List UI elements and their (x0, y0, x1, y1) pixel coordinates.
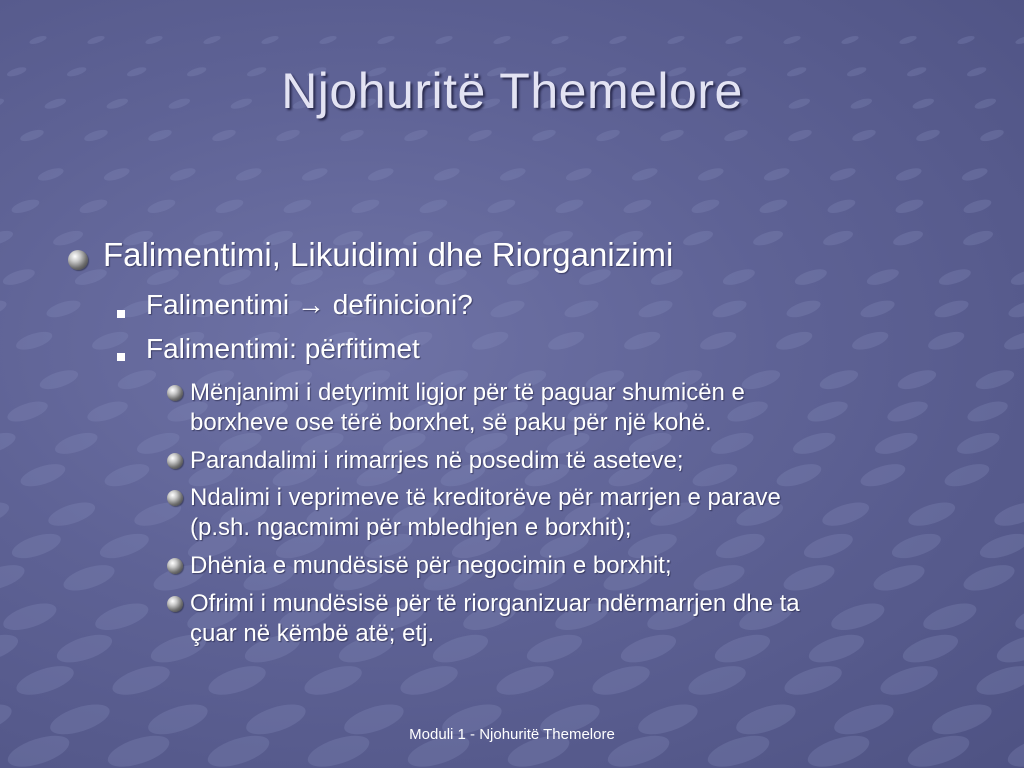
background-dot (721, 266, 757, 288)
background-dot (418, 197, 449, 216)
background-dot (235, 166, 263, 183)
background-dot (92, 598, 151, 635)
background-dot (551, 34, 570, 45)
background-dot (90, 328, 130, 353)
background-dot (565, 166, 593, 183)
background-dot (78, 197, 109, 216)
background-dot (46, 498, 98, 531)
background-dot (851, 128, 877, 144)
background-dot (531, 128, 557, 144)
subitem-5-line1: Ofrimi i mundësisë për të riorganizuar ndërmarrjen dhe ta (190, 590, 800, 617)
square-bullet-icon (117, 353, 125, 361)
background-dot (38, 366, 81, 393)
sphere-bullet-icon (167, 558, 183, 574)
background-dot (711, 297, 749, 321)
background-dot (10, 197, 41, 216)
background-dot (637, 297, 675, 321)
background-dot (61, 560, 118, 596)
background-dot (894, 197, 925, 216)
background-dot (681, 228, 714, 248)
background-dot (467, 128, 493, 144)
background-dot (622, 328, 662, 353)
background-dot (0, 598, 59, 635)
background-dot (763, 166, 791, 183)
background-dot (977, 529, 1024, 563)
background-dot (53, 429, 100, 459)
background-dot (781, 660, 845, 700)
background-dot (85, 397, 130, 425)
background-dot (865, 266, 901, 288)
subitem-4 (190, 551, 930, 581)
background-dot (697, 166, 725, 183)
background-dot (631, 166, 659, 183)
background-dot (499, 166, 527, 183)
background-dot (859, 297, 897, 321)
background-dot (103, 166, 131, 183)
background-dot (690, 197, 721, 216)
background-dot (563, 297, 601, 321)
background-dot (116, 366, 159, 393)
sphere-bullet-icon (167, 490, 183, 506)
background-dot (973, 660, 1024, 700)
subitem-3 (190, 483, 930, 543)
background-dot (962, 197, 993, 216)
background-dot (0, 498, 12, 531)
background-dot (51, 228, 84, 248)
background-dot (758, 197, 789, 216)
background-dot (891, 228, 924, 248)
background-dot (785, 297, 823, 321)
background-dot (1002, 328, 1024, 353)
background-dot (0, 429, 18, 459)
background-dot (203, 34, 222, 45)
background-dot (211, 128, 237, 144)
background-dot (37, 166, 65, 183)
background-dot (109, 660, 173, 700)
background-dot (595, 128, 621, 144)
background-dot (589, 660, 653, 700)
subitem-2-line1: Parandalimi i rimarrjes në posedim të aseteve; (190, 447, 684, 474)
background-dot (147, 128, 173, 144)
square-bullet-icon (117, 310, 125, 318)
background-dot (13, 660, 77, 700)
background-dot (961, 166, 989, 183)
background-dot (877, 660, 941, 700)
background-dot (470, 328, 510, 353)
subitem-1-line1: Mënjanimi i detyrimit ligjor për të paguar shumicën e (190, 379, 745, 406)
subitem-5-line2: çuar në këmbë atë; etj. (190, 620, 435, 647)
background-dot (793, 266, 829, 288)
background-dot (942, 460, 992, 491)
sphere-bullet-icon (167, 596, 183, 612)
background-dot (899, 34, 918, 45)
background-dot (933, 297, 971, 321)
main-bullet-heading: Falimentimi, Likuidimi dhe Riorganizimi (103, 236, 674, 273)
background-dot (0, 629, 21, 668)
bullet-item-benefits: Falimentimi: përfitimet (146, 333, 420, 364)
background-dot (29, 34, 48, 45)
background-dot (45, 297, 83, 321)
background-dot (787, 128, 813, 144)
background-dot (0, 560, 27, 596)
background-dot (102, 460, 152, 491)
background-dot (1012, 598, 1024, 635)
subitem-2 (190, 446, 930, 476)
background-dot (377, 34, 396, 45)
background-dot (339, 128, 365, 144)
subitem-3-line1: Ndalimi i veprimeve të kreditorëve për marrjen e parave (190, 484, 781, 511)
background-dot (214, 197, 245, 216)
background-dot (609, 34, 628, 45)
background-dot (1009, 266, 1024, 288)
background-dot (282, 197, 313, 216)
background-dot (486, 197, 517, 216)
background-dot (926, 328, 966, 353)
background-dot (957, 34, 976, 45)
background-dot (937, 266, 973, 288)
background-dot (725, 34, 744, 45)
subitem-1 (190, 378, 930, 438)
background-dot (97, 529, 152, 563)
background-dot (961, 228, 994, 248)
background-dot (1015, 34, 1024, 45)
background-dot (841, 34, 860, 45)
background-dot (955, 429, 1002, 459)
background-dot (965, 397, 1010, 425)
background-dot (622, 197, 653, 216)
background-dot (435, 34, 454, 45)
background-dot (87, 34, 106, 45)
background-dot (546, 328, 586, 353)
subitem-3-line2: (p.sh. ngacmimi për mbledhjen e borxhit); (190, 514, 632, 541)
background-dot (915, 128, 941, 144)
background-dot (145, 34, 164, 45)
background-dot (826, 197, 857, 216)
background-dot (992, 498, 1024, 531)
background-dot (14, 328, 54, 353)
background-dot (698, 328, 738, 353)
bullet-item-definition: Falimentimi → definicioni? (146, 289, 473, 320)
background-dot (850, 328, 890, 353)
sphere-bullet-icon (167, 453, 183, 469)
background-dot (1007, 297, 1024, 321)
background-dot (1, 266, 37, 288)
background-dot (83, 128, 109, 144)
background-dot (205, 660, 269, 700)
background-dot (994, 629, 1024, 668)
background-dot (0, 297, 8, 321)
background-dot (9, 529, 64, 563)
background-dot (659, 128, 685, 144)
background-dot (319, 34, 338, 45)
background-dot (54, 629, 116, 668)
background-dot (821, 228, 854, 248)
background-dot (774, 328, 814, 353)
background-dot (301, 166, 329, 183)
subitem-4-line1: Dhënia e mundësisë për negocimin e borxhit; (190, 552, 672, 579)
background-dot (974, 366, 1017, 393)
slide-footer: Moduli 1 - Njohuritë Themelore (409, 726, 615, 743)
background-dot (783, 34, 802, 45)
background-dot (275, 128, 301, 144)
background-dot (493, 660, 557, 700)
background-dot (350, 197, 381, 216)
subitem-5 (190, 589, 930, 649)
background-dot (489, 297, 527, 321)
background-dot (667, 34, 686, 45)
background-dot (493, 34, 512, 45)
background-dot (751, 228, 784, 248)
background-dot (5, 397, 50, 425)
background-dot (403, 128, 429, 144)
background-dot (979, 128, 1005, 144)
background-dot (961, 560, 1018, 596)
background-dot (829, 166, 857, 183)
sphere-bullet-icon (167, 385, 183, 401)
background-dot (169, 166, 197, 183)
background-dot (433, 166, 461, 183)
background-dot (301, 660, 365, 700)
background-dot (0, 366, 2, 393)
background-dot (397, 660, 461, 700)
background-dot (19, 128, 45, 144)
subitem-1-line2: borxheve ose tërë borxhet, së paku për një kohë. (190, 409, 712, 436)
background-dot (723, 128, 749, 144)
background-dot (146, 197, 177, 216)
background-dot (685, 660, 749, 700)
slide-title: Njohuritë Themelore (281, 63, 743, 119)
background-dot (18, 460, 68, 491)
background-dot (554, 197, 585, 216)
background-dot (261, 34, 280, 45)
background-dot (0, 228, 15, 248)
background-dot (895, 166, 923, 183)
background-dot (367, 166, 395, 183)
sphere-bullet-icon (68, 250, 88, 270)
